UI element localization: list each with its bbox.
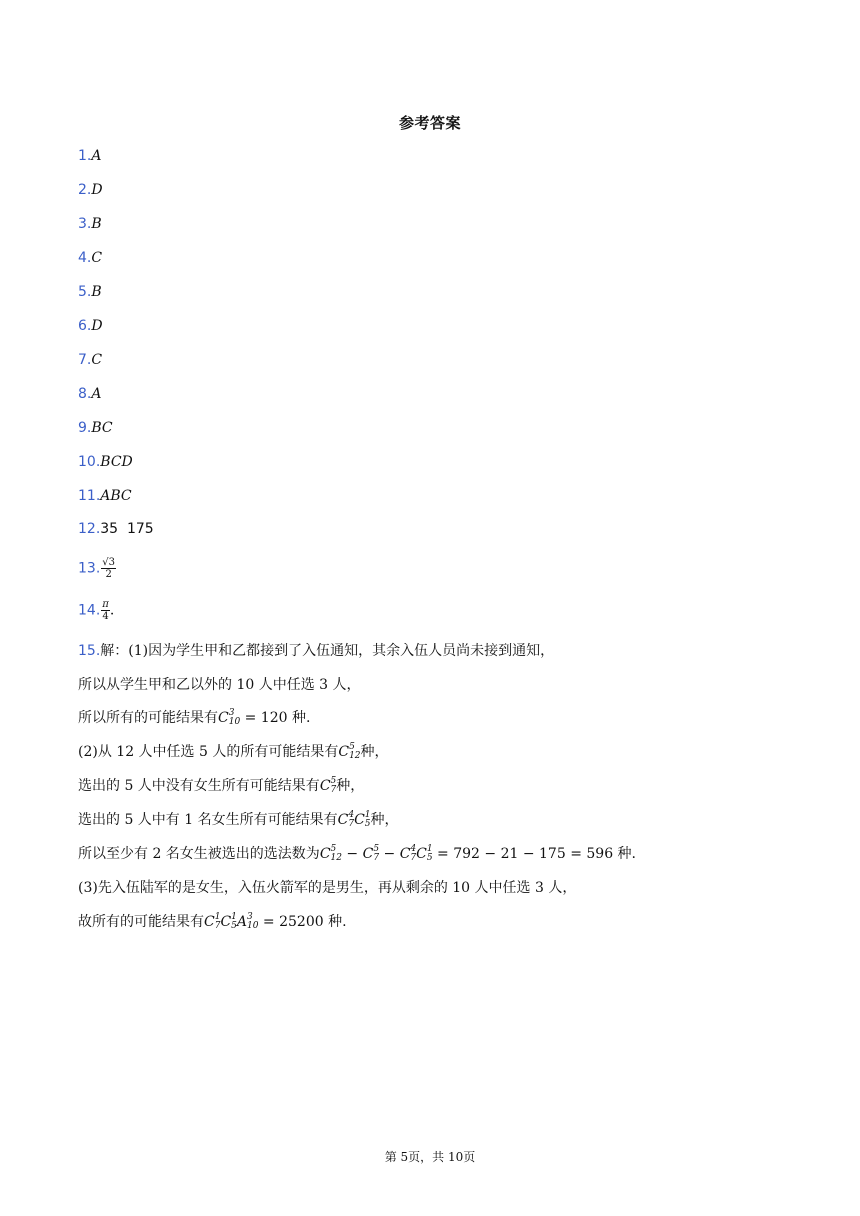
solution-line-6 <box>78 810 399 830</box>
answer-item <box>78 486 132 506</box>
solution-line-7 <box>78 844 636 864</box>
answer-item <box>78 248 102 268</box>
fraction <box>101 557 116 580</box>
answer-number: 9. <box>78 420 92 436</box>
fraction-denominator: 2 <box>105 569 112 580</box>
answer-value: A <box>91 386 102 402</box>
answer-number: 1. <box>78 148 92 164</box>
page-footer: 第 5页，共 10页 <box>384 1150 476 1164</box>
answer-number: 10. <box>78 454 101 470</box>
answer-item <box>78 180 103 200</box>
fraction-numerator: √3 <box>102 557 115 568</box>
math-expression: C 3 10 <box>218 708 241 727</box>
answer-number: 6. <box>78 318 92 334</box>
solution-line-5 <box>78 776 364 796</box>
solution-line-4 <box>78 742 389 762</box>
fraction <box>101 599 110 622</box>
solution-text: 选出的 5 人中没有女生所有可能结果有 <box>78 778 320 794</box>
answer-value: ABC <box>100 488 132 504</box>
solution-text: 解：(1)因为学生甲和乙都接到了入伍通知，其余入伍人员尚未接到通知， <box>100 643 555 659</box>
answer-number: 7. <box>78 352 92 368</box>
solution-text: 种， <box>336 778 365 794</box>
answer-value: B <box>91 216 102 232</box>
answer-suffix: . <box>109 602 115 619</box>
answer-13 <box>78 557 116 580</box>
answer-item <box>78 384 101 404</box>
solution-line-1 <box>78 641 554 661</box>
answer-value: BCD <box>100 454 133 470</box>
answer-value: 35 175 <box>100 521 154 537</box>
answer-item <box>78 316 103 336</box>
answer-number: 12. <box>78 521 101 537</box>
math-expression: C 4 7 C 1 5 <box>337 810 371 829</box>
answer-number: 8. <box>78 386 92 402</box>
answer-number: 11. <box>78 488 101 504</box>
solution-line-3 <box>78 708 310 728</box>
solution-text: 种， <box>370 812 399 828</box>
fraction-numerator: π <box>102 599 109 610</box>
solution-text: 选出的 5 人中有 1 名女生所有可能结果有 <box>78 812 338 828</box>
solution-text: = 792 − 21 − 175 = 596 种. <box>432 846 636 862</box>
answer-value: D <box>91 318 103 334</box>
solution-text: 所以所有的可能结果有 <box>78 710 218 726</box>
answer-value: D <box>91 182 103 198</box>
math-expression: C 1 7 C 1 5 A 3 10 <box>204 912 259 931</box>
answer-item <box>78 519 154 539</box>
answer-value: B <box>91 284 102 300</box>
solution-line-9 <box>78 912 347 932</box>
answer-value: C <box>91 352 103 368</box>
answer-number: 2. <box>78 182 92 198</box>
answer-number: 15. <box>78 643 101 659</box>
solution-text: 所以至少有 2 名女生被选出的选法数为 <box>78 846 320 862</box>
answer-number: 4. <box>78 250 92 266</box>
answer-number: 3. <box>78 216 92 232</box>
answer-item <box>78 282 102 302</box>
answer-value: BC <box>91 420 113 436</box>
solution-text: = 120 种. <box>240 710 311 726</box>
solution-text: = 25200 种. <box>258 914 347 930</box>
solution-text: 故所有的可能结果有 <box>78 914 204 930</box>
solution-text: (2)从 12 人中任选 5 人的所有可能结果有 <box>78 744 339 760</box>
math-expression: C 5 7 <box>319 776 337 795</box>
answer-item <box>78 452 133 472</box>
fraction-denominator: 4 <box>102 611 109 622</box>
answer-item <box>78 418 113 438</box>
solution-text: 种， <box>360 744 389 760</box>
solution-line-2: 所以从学生甲和乙以外的 10 人中任选 3 人， <box>78 677 361 693</box>
solution-line-8: (3)先入伍陆军的是女生，入伍火箭军的是男生，再从剩余的 10 人中任选 3 人， <box>78 880 577 896</box>
answer-number: 13. <box>78 560 101 577</box>
answer-item <box>78 350 102 370</box>
answer-number: 14. <box>78 602 101 619</box>
math-expression: C 5 12 <box>338 742 361 761</box>
answer-value: A <box>91 148 102 164</box>
answer-value: C <box>91 250 103 266</box>
answer-14 <box>78 599 114 622</box>
page-title: 参考答案 <box>398 114 461 132</box>
answer-item <box>78 214 102 234</box>
math-expression: C 5 12 − C 5 7 − C 4 7 C 1 5 <box>319 844 433 863</box>
answer-number: 5. <box>78 284 92 300</box>
answer-item <box>78 146 101 166</box>
